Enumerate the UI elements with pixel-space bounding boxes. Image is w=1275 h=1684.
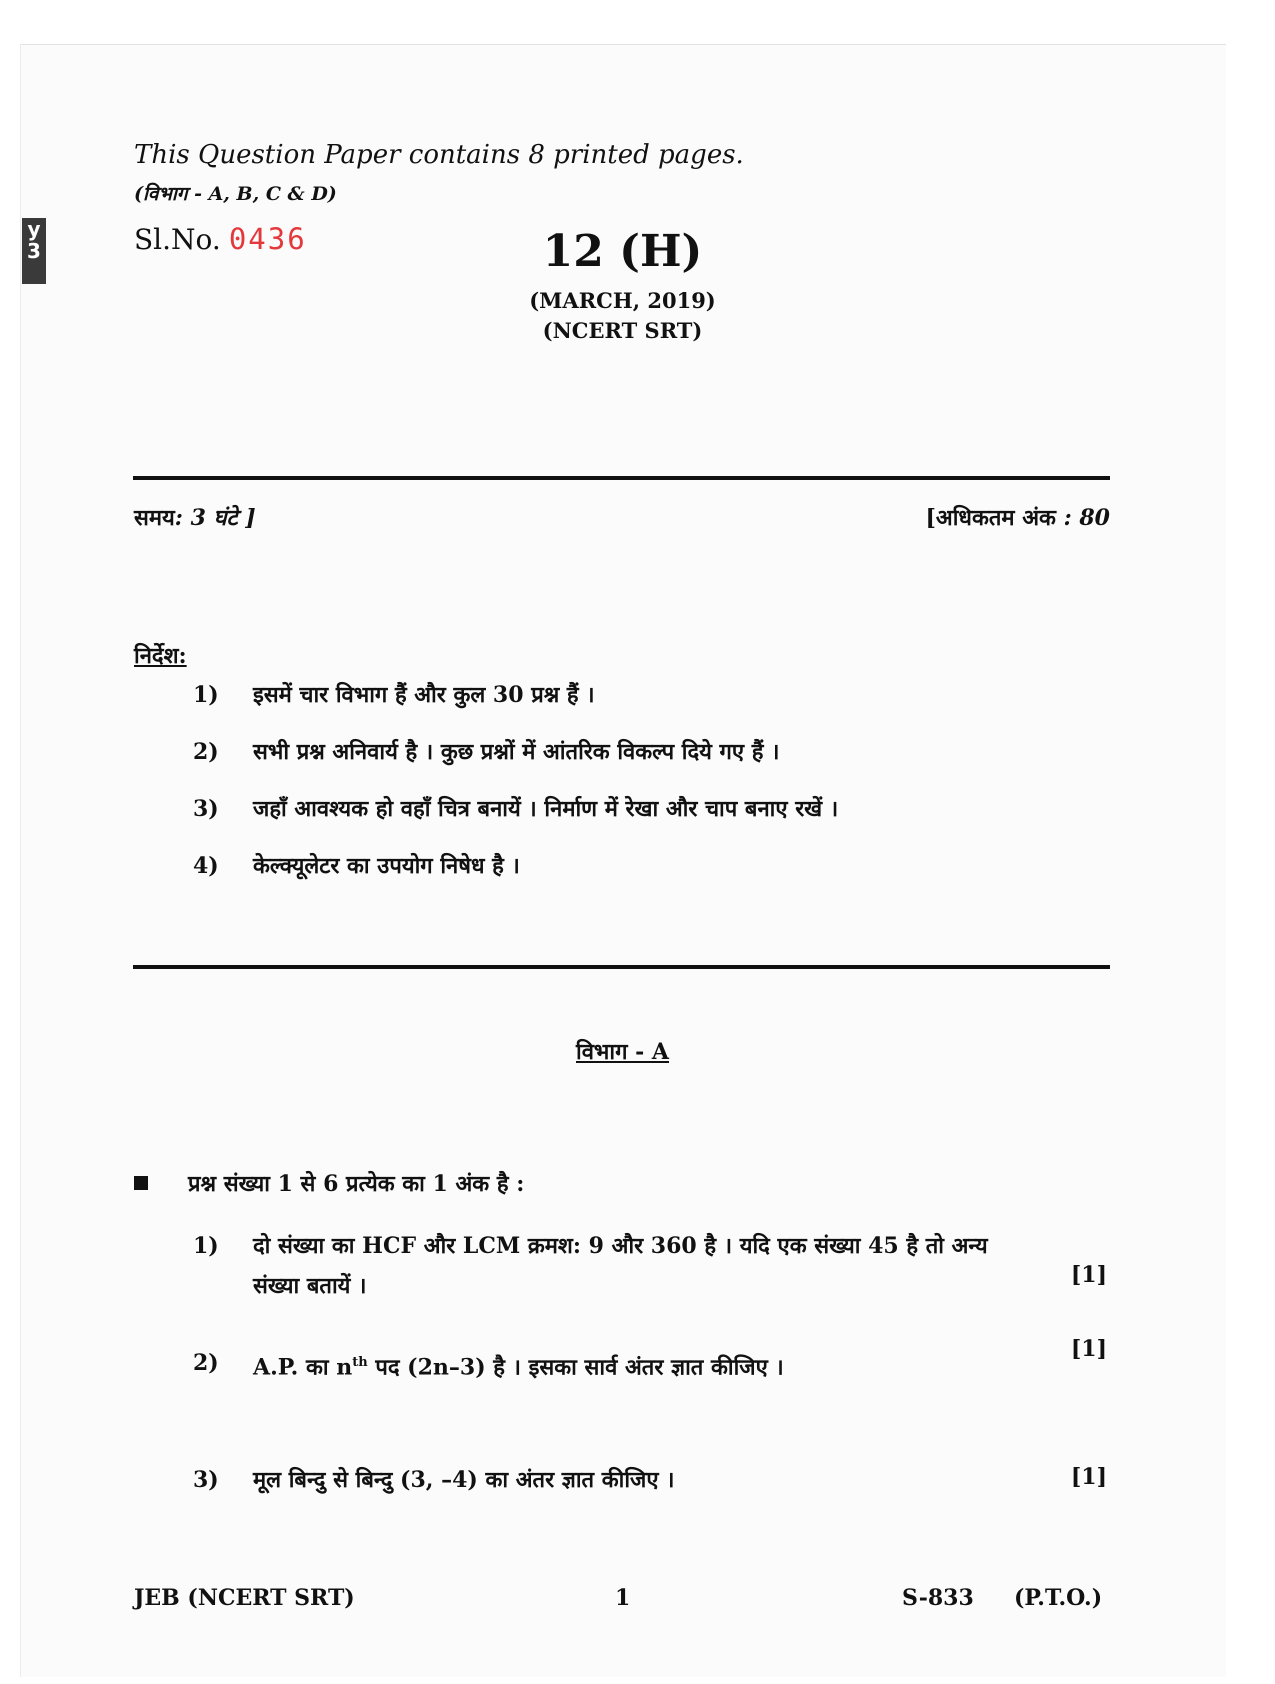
item-text: सभी प्रश्न अनिवार्य है । कुछ प्रश्नों में आंतरिक विकल्प दिये गए हैं । [253,739,780,765]
sections-info: (विभाग - A, B, C & D) [134,183,337,205]
question-number: 1) [193,1233,219,1259]
question-2-marks: [1] [1070,1336,1107,1362]
item-number: 2) [193,739,219,765]
question-2 [193,1343,784,1387]
item-text: जहाँ आवश्यक हो वहाँ चित्र बनायें । निर्माण में रेखा और चाप बनाए रखें । [253,796,839,822]
question-text-post: पद (2n–3) है । इसका सार्व अंतर ज्ञात कीजिए । [367,1354,784,1381]
time-allowed [134,502,256,532]
question-3 [193,1460,675,1500]
pages-info: This Question Paper contains 8 printed pages. [134,140,744,170]
exam-date: (MARCH, 2019) [529,288,716,313]
question-line-2: संख्या बतायें । [253,1273,367,1299]
divider-top [133,476,1110,480]
question-number: 2) [193,1350,219,1376]
max-value: : 80 [1063,505,1110,531]
marks-note [134,1168,524,1198]
time-value: : 3 घंटे ] [174,505,256,531]
superscript: th [352,1355,368,1370]
max-marks [926,502,1110,532]
divider-bottom [133,965,1110,969]
marks-note-text: प्रश्न संख्या 1 से 6 प्रत्येक का 1 अंक है : [188,1171,525,1197]
item-number: 3) [193,796,219,822]
question-text-pre: A.P. का n [253,1354,353,1381]
instructions-list [193,680,838,908]
footer-board: JEB (NCERT SRT) [134,1585,355,1611]
list-item [193,680,838,737]
footer-code: S-833 [902,1585,974,1611]
board-name: (NCERT SRT) [542,318,703,343]
question-line-1: दो संख्या का HCF और LCM क्रमश: 9 और 360 है । यदि एक संख्या 45 है तो अन्य [253,1233,988,1259]
question-text: मूल बिन्दु से बिन्दु (3, –4) का अंतर ज्ञात कीजिए । [253,1467,675,1493]
section-title: विभाग - A [576,1039,669,1065]
question-number: 3) [193,1467,219,1493]
item-text: इसमें चार विभाग हैं और कुल 30 प्रश्न हैं । [253,682,595,708]
instructions-title: निर्देश: [134,643,187,669]
square-bullet-icon [134,1176,148,1190]
max-label: [अधिकतम अंक [925,505,1056,531]
list-item [193,851,838,908]
question-1 [193,1226,988,1306]
question-text [253,1343,784,1387]
time-label: समय [134,505,175,531]
side-tab-letter: y [27,217,41,241]
footer-page-number: 1 [615,1585,631,1611]
side-tab-digit: 3 [27,239,41,263]
question-1-marks: [1] [1070,1262,1107,1288]
question-text [253,1226,988,1306]
item-number: 4) [193,853,219,879]
serial-label: Sl.No. [134,223,221,256]
footer-pto: (P.T.O.) [1014,1585,1103,1611]
question-3-marks: [1] [1070,1464,1107,1490]
list-item [193,794,838,851]
item-text: केल्क्यूलेटर का उपयोग निषेध है । [253,853,520,879]
item-number: 1) [193,682,219,708]
serial-value: 0436 [228,222,307,256]
list-item [193,737,838,794]
paper-code: 12 (H) [542,226,703,277]
